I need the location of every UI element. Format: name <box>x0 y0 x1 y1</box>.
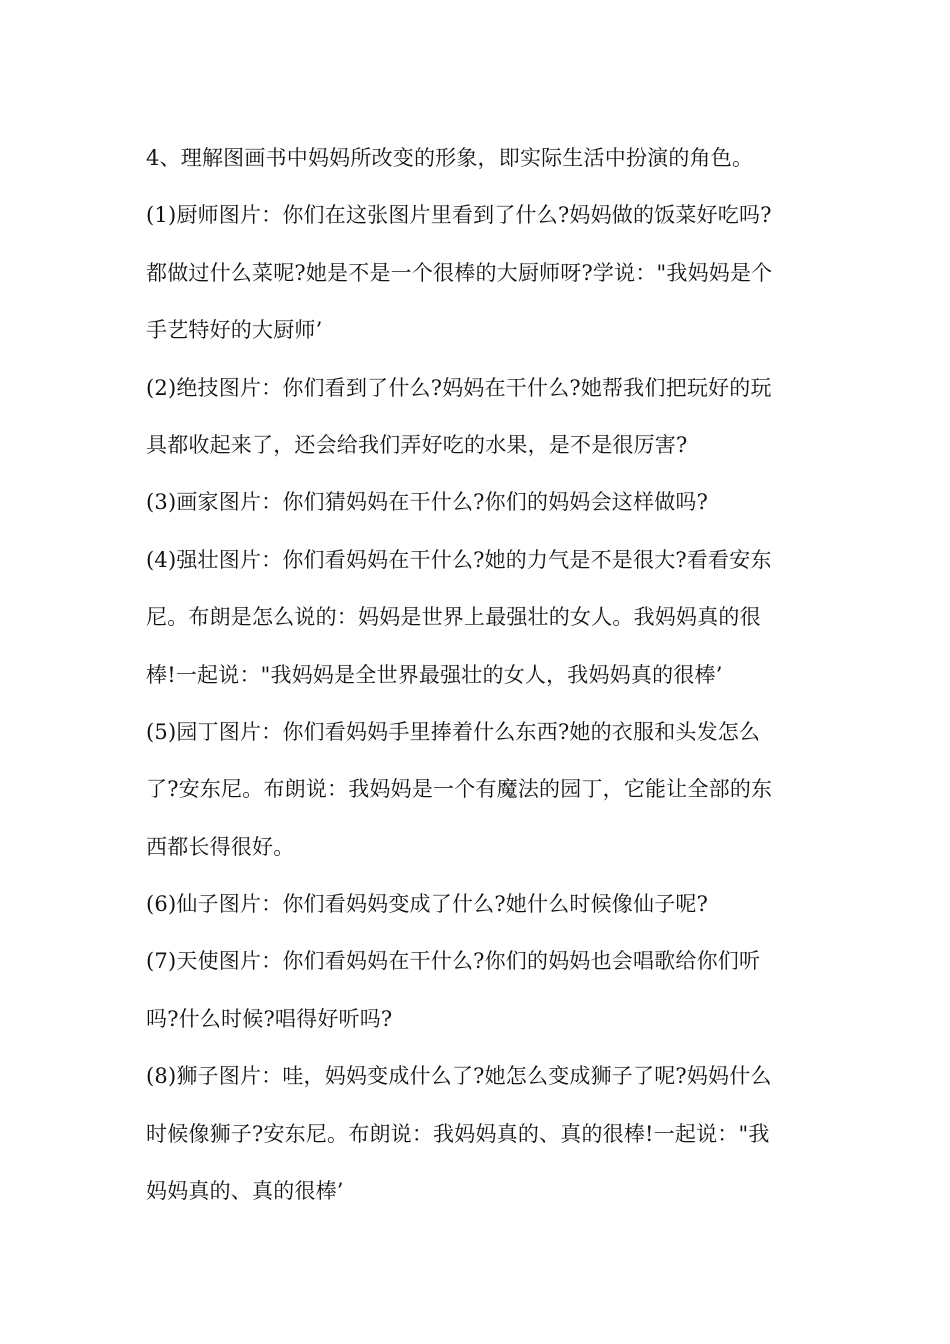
text-line-5: (2)绝技图片：你们看到了什么?妈妈在干什么?她帮我们把玩好的玩 <box>146 375 772 400</box>
text-line-7: (3)画家图片：你们猜妈妈在干什么?你们的妈妈会这样做吗? <box>146 490 709 515</box>
text-line-10: 棒!一起说："我妈妈是全世界最强壮的女人，我妈妈真的很棒’ <box>146 662 723 687</box>
text-line-13: 西都长得很好。 <box>146 834 295 859</box>
text-line-18: 时候像狮子?安东尼。布朗说：我妈妈真的、真的很棒!一起说："我 <box>146 1121 770 1146</box>
text-line-3: 都做过什么菜呢?她是不是一个很棒的大厨师呀?学说："我妈妈是个 <box>146 260 773 285</box>
text-line-15: (7)天使图片：你们看妈妈在干什么?你们的妈妈也会唱歌给你们听 <box>146 949 761 974</box>
text-line-6: 具都收起来了，还会给我们弄好吃的水果，是不是很厉害? <box>146 432 688 457</box>
text-line-19: 妈妈真的、真的很棒’ <box>146 1179 344 1204</box>
text-line-9: 尼。布朗是怎么说的：妈妈是世界上最强壮的女人。我妈妈真的很 <box>146 605 761 630</box>
text-line-8: (4)强壮图片：你们看妈妈在干什么?她的力气是不是很大?看看安东 <box>146 547 772 572</box>
text-line-2: (1)厨师图片：你们在这张图片里看到了什么?妈妈做的饭菜好吃吗? <box>146 203 772 228</box>
text-line-12: 了?安东尼。布朗说：我妈妈是一个有魔法的园丁，它能让全部的东 <box>146 777 773 802</box>
text-line-11: (5)园丁图片：你们看妈妈手里捧着什么东西?她的衣服和头发怎么 <box>146 719 761 744</box>
text-line-17: (8)狮子图片：哇，妈妈变成什么了?她怎么变成狮子了呢?妈妈什么 <box>146 1064 772 1089</box>
document-body <box>146 130 816 1220</box>
text-line-16: 吗?什么时候?唱得好听吗? <box>146 1006 393 1031</box>
text-line-14: (6)仙子图片：你们看妈妈变成了什么?她什么时候像仙子呢? <box>146 892 709 917</box>
text-line-1: 4、理解图画书中妈妈所改变的形象，即实际生活中扮演的角色。 <box>146 146 754 170</box>
text-line-4: 手艺特好的大厨师’ <box>146 318 323 343</box>
